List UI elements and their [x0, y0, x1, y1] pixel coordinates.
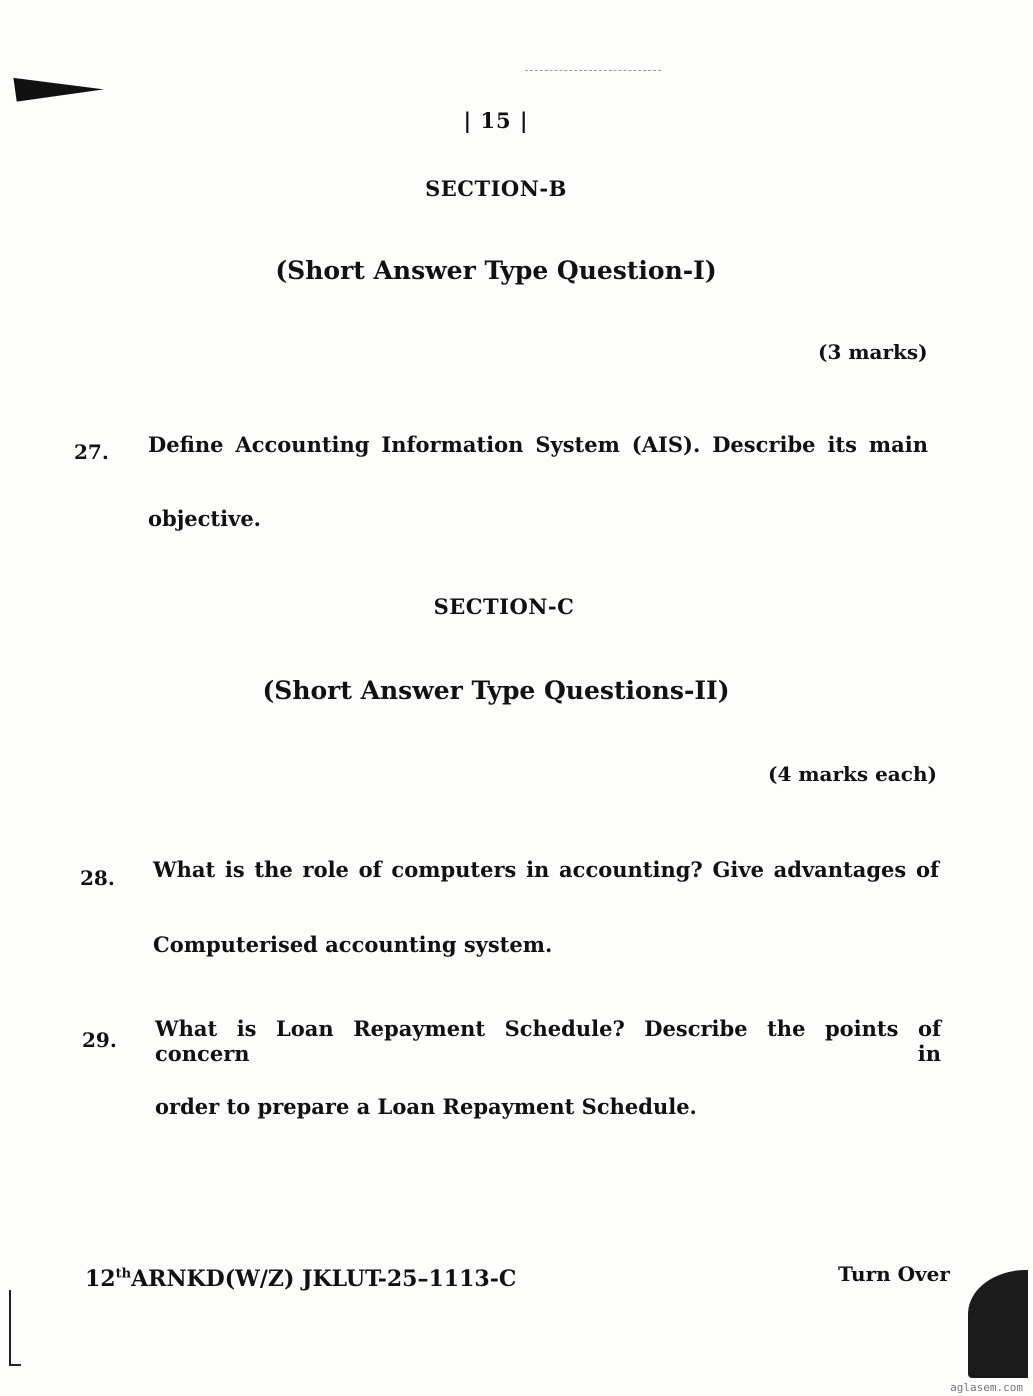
scan-artifact-line	[525, 70, 661, 71]
question-27-line-2: objective.	[148, 506, 261, 531]
section-b-heading: SECTION-B	[425, 176, 567, 201]
section-c-marks: (4 marks each)	[768, 762, 937, 786]
paper-code	[85, 1266, 516, 1292]
turn-over-label: Turn Over	[838, 1262, 950, 1286]
scan-edge-line	[9, 1290, 11, 1366]
scan-corner-shadow	[968, 1270, 1028, 1378]
page-number: | 15 |	[463, 108, 529, 133]
paper-code-prefix: 12	[85, 1266, 116, 1292]
scan-corner-mark	[12, 56, 104, 102]
scan-edge-foot	[9, 1364, 21, 1366]
section-b-subheading: (Short Answer Type Question-I)	[275, 256, 717, 285]
question-28-line-1: What is the role of computers in accounting? Give advantages of	[153, 857, 939, 882]
paper-code-superscript: th	[115, 1266, 132, 1282]
question-27-line-1: Define Accounting Information System (AIS). Describe its main	[148, 432, 928, 457]
section-c-subheading: (Short Answer Type Questions-II)	[262, 676, 730, 705]
question-29-line-1: What is Loan Repayment Schedule? Describe the points of concern in	[155, 1016, 941, 1066]
question-29-line-2: order to prepare a Loan Repayment Schedule.	[155, 1094, 697, 1119]
section-b-marks: (3 marks)	[818, 340, 928, 364]
question-29-number: 29.	[82, 1028, 117, 1052]
paper-code-rest: ARNKD(W/Z) JKLUT-25–1113-C	[131, 1266, 517, 1292]
watermark-text: aglasem.com	[950, 1381, 1023, 1394]
section-c-heading: SECTION-C	[433, 594, 575, 619]
question-28-number: 28.	[80, 866, 115, 890]
question-28-line-2: Computerised accounting system.	[153, 932, 553, 957]
question-27-number: 27.	[74, 440, 109, 464]
